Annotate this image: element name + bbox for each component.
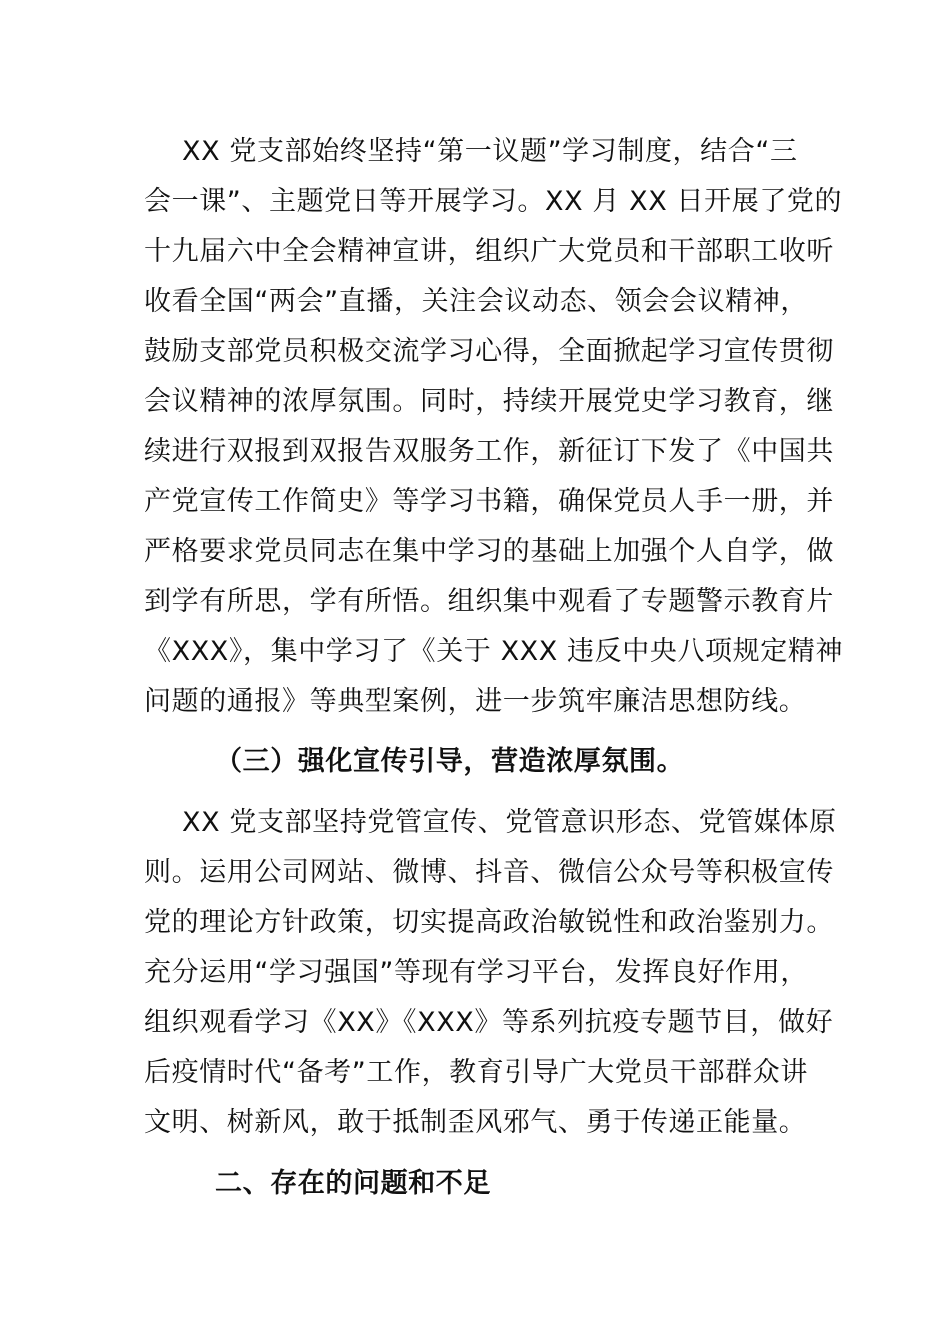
paragraph-line: 会一课”、主题党日等开展学习。XX 月 XX 日开展了党的 [144, 186, 843, 217]
paragraph-line: XX 党支部始终坚持“第一议题”学习制度，结合“三 [182, 136, 798, 167]
paragraph-line: 续进行双报到双报告双服务工作，新征订下发了《中国共 [144, 436, 834, 467]
paragraph-line: 充分运用“学习强国”等现有学习平台，发挥良好作用， [144, 957, 808, 988]
paragraph-line: 会议精神的浓厚氛围。同时，持续开展党史学习教育，继 [144, 386, 834, 417]
paragraph-line: 问题的通报》等典型案例，进一步筑牢廉洁思想防线。 [144, 686, 807, 717]
paragraph-line: 收看全国“两会”直播，关注会议动态、领会会议精神， [144, 286, 808, 317]
paragraph-line: XX 党支部坚持党管宣传、党管意识形态、党管媒体原 [182, 807, 837, 838]
paragraph-line: 产党宣传工作简史》等学习书籍，确保党员人手一册，并 [144, 486, 834, 517]
paragraph-line: 组织观看学习《XX》《XXX》等系列抗疫专题节目，做好 [144, 1007, 834, 1038]
paragraph-line: 则。运用公司网站、微博、抖音、微信公众号等积极宣传 [144, 857, 834, 888]
paragraph-line: 十九届六中全会精神宣讲，组织广大党员和干部职工收听 [144, 236, 834, 267]
section-heading: （三）强化宣传引导，营造浓厚氛围。 [215, 746, 685, 777]
paragraph-line: 后疫情时代“备考”工作，教育引导广大党员干部群众讲 [144, 1057, 808, 1088]
paragraph-line: 严格要求党员同志在集中学习的基础上加强个人自学，做 [144, 536, 834, 567]
chapter-heading: 二、存在的问题和不足 [215, 1168, 491, 1199]
paragraph-line: 文明、树新风，敢于抵制歪风邪气、勇于传递正能量。 [144, 1107, 807, 1138]
paragraph-line: 《XXX》，集中学习了《关于 XXX 违反中央八项规定精神 [144, 636, 844, 667]
paragraph-line: 鼓励支部党员积极交流学习心得，全面掀起学习宣传贯彻 [144, 336, 834, 367]
paragraph-line: 党的理论方针政策，切实提高政治敏锐性和政治鉴别力。 [144, 907, 834, 938]
paragraph-line: 到学有所思，学有所悟。组织集中观看了专题警示教育片 [144, 586, 834, 617]
